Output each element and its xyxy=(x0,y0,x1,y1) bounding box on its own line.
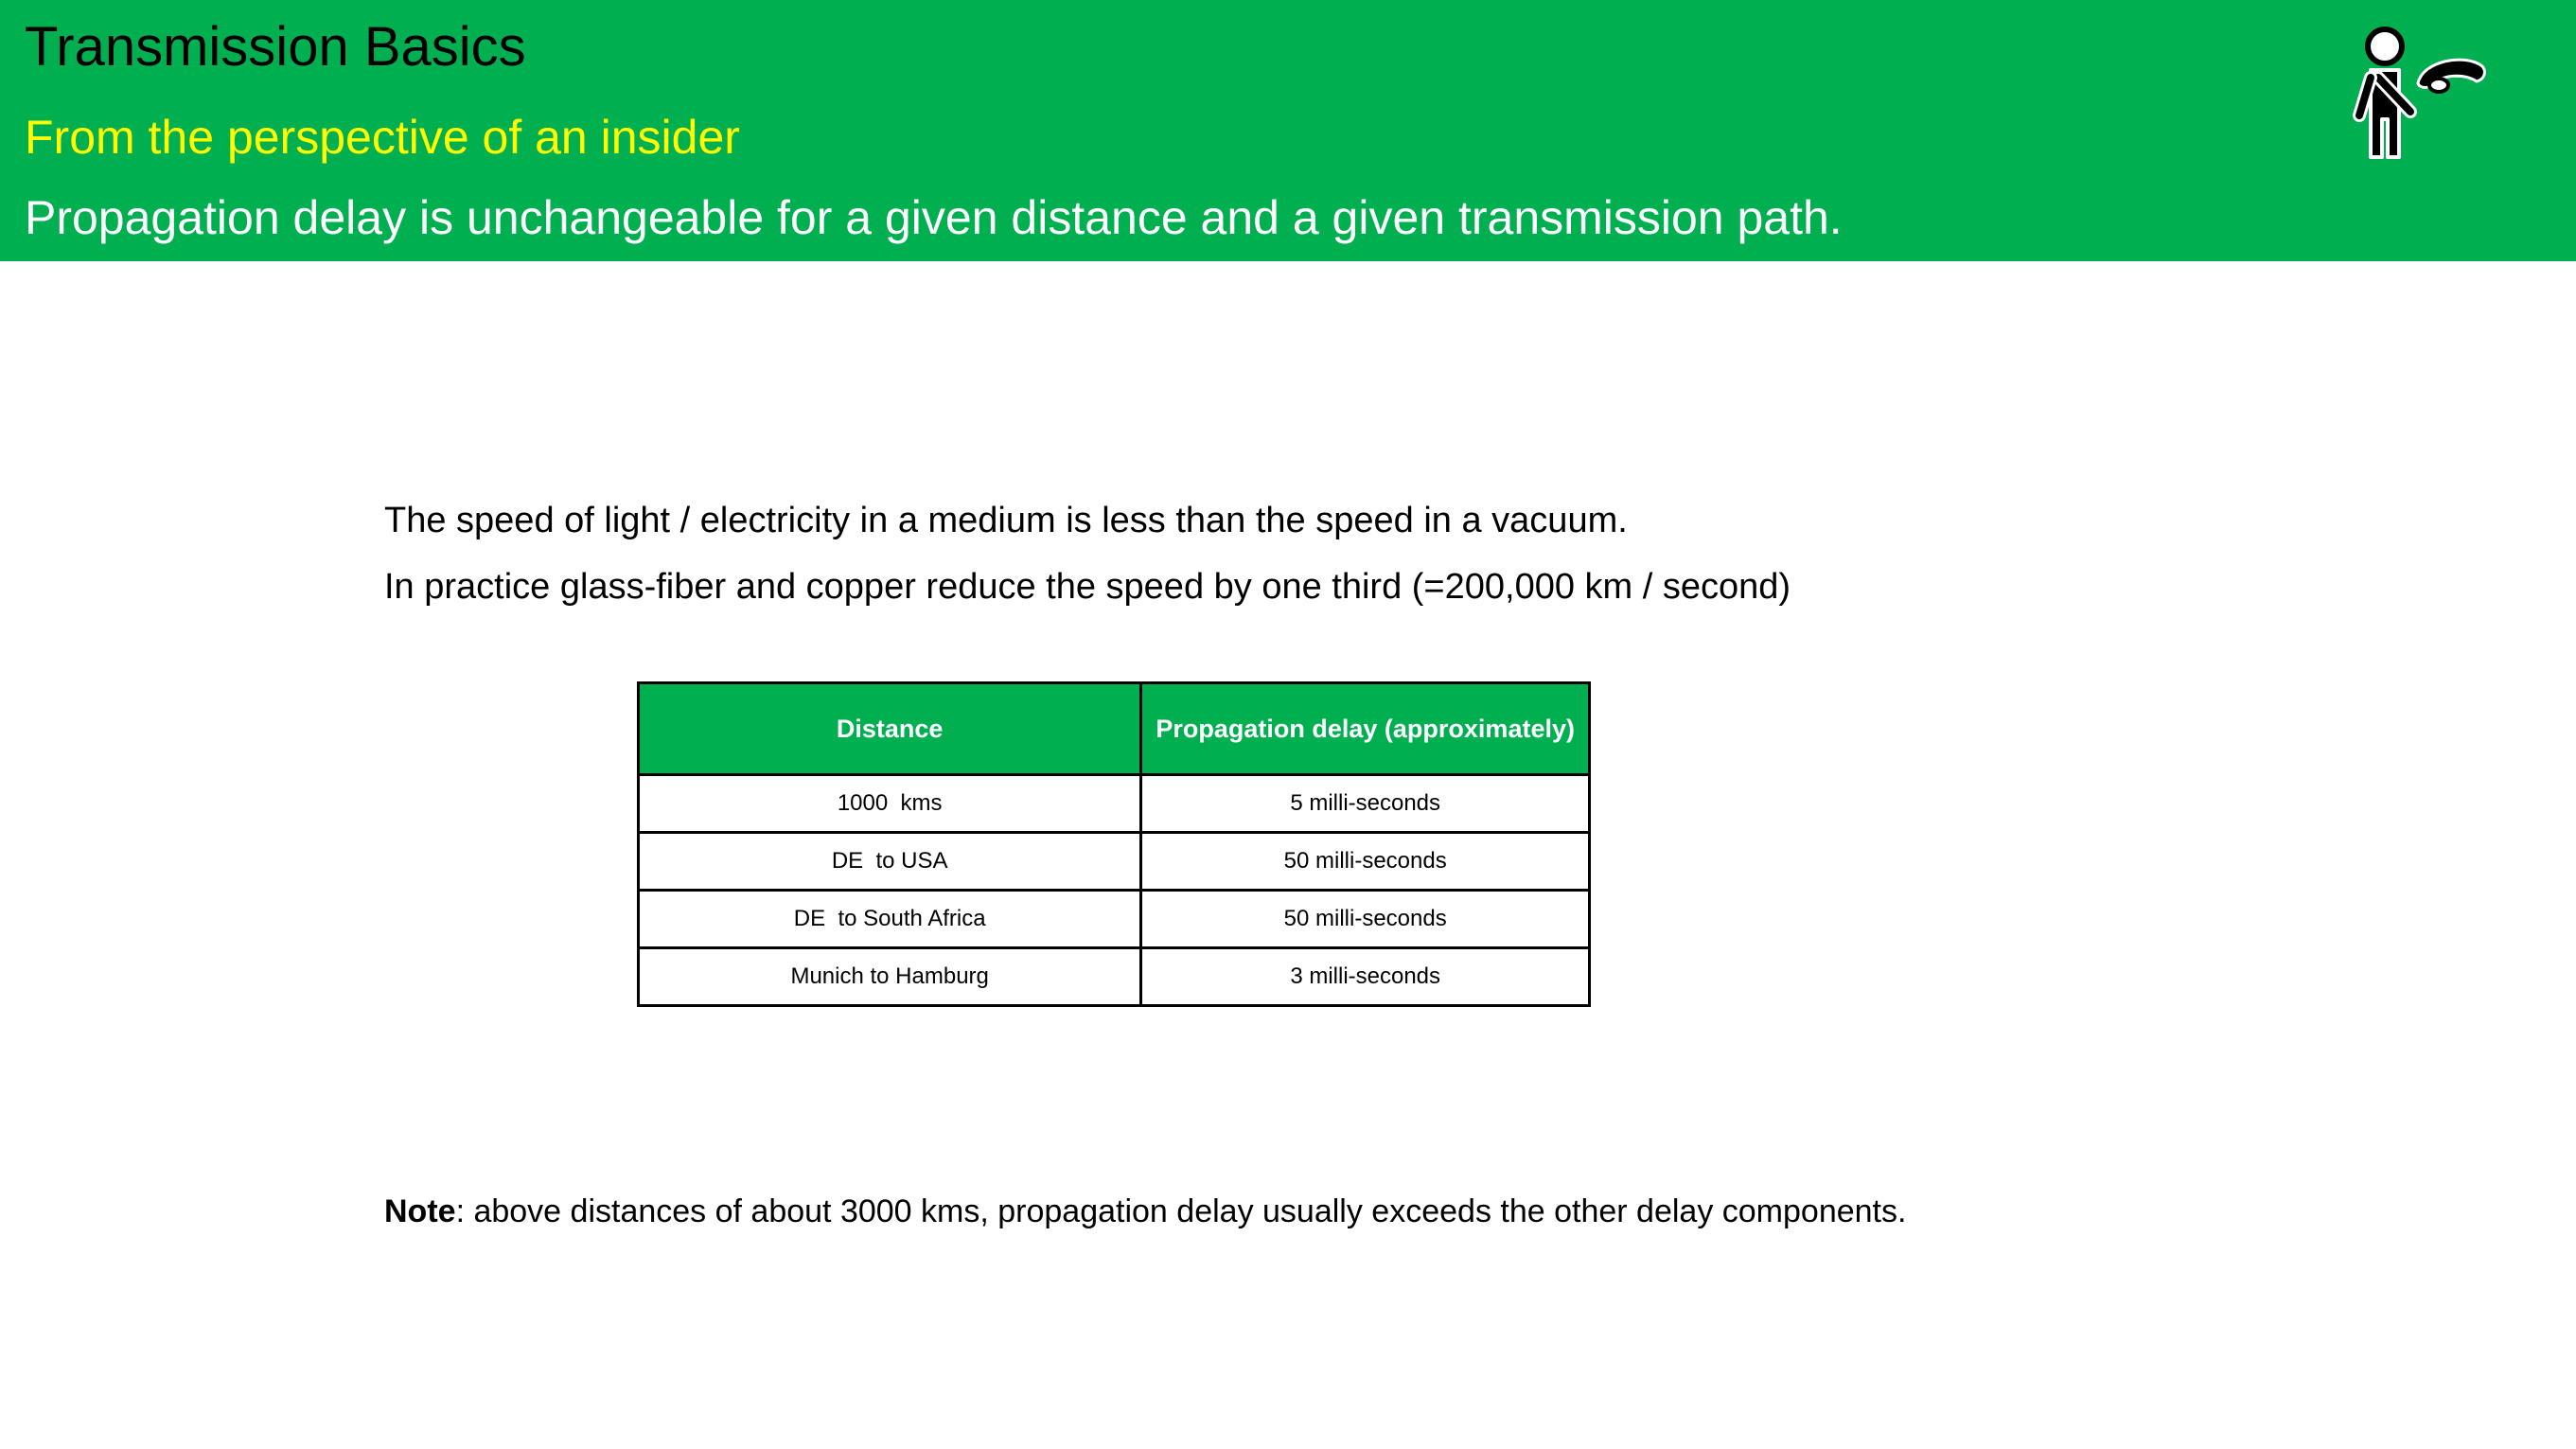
distance-cell: DE to USA xyxy=(639,833,1141,891)
note-body: : above distances of about 3000 kms, propagation delay usually exceeds the other delay components. xyxy=(455,1193,1907,1229)
distance-cell: Munich to Hamburg xyxy=(639,948,1141,1006)
note-label: Note xyxy=(384,1193,456,1229)
table-row xyxy=(639,833,1590,891)
table-row xyxy=(639,891,1590,948)
delay-cell: 50 milli-seconds xyxy=(1141,891,1590,948)
delay-cell: 3 milli-seconds xyxy=(1141,948,1590,1006)
propagation-delay-table xyxy=(637,681,1591,1007)
column-header-distance: Distance xyxy=(639,683,1141,775)
slide-subtitle: From the perspective of an insider xyxy=(25,111,740,164)
speed-reduction-text: In practice glass-fiber and copper reduce the speed by one third (=200,000 km / second) xyxy=(384,567,1791,607)
table-row xyxy=(639,948,1590,1006)
table-header-row xyxy=(639,683,1590,775)
delay-cell: 5 milli-seconds xyxy=(1141,775,1590,833)
distance-cell: 1000 kms xyxy=(639,775,1141,833)
slide-title: Transmission Basics xyxy=(25,16,526,78)
delay-cell: 50 milli-seconds xyxy=(1141,833,1590,891)
person-with-telephone-icon xyxy=(2333,25,2494,167)
slide-headline: Propagation delay is unchangeable for a given distance and a given transmission path. xyxy=(25,191,1843,244)
distance-cell: DE to South Africa xyxy=(639,891,1141,948)
table-row xyxy=(639,775,1590,833)
note-text xyxy=(384,1194,1906,1229)
header-banner xyxy=(0,0,2576,261)
column-header-propagation-delay: Propagation delay (approximately) xyxy=(1141,683,1590,775)
speed-of-light-text: The speed of light / electricity in a medium is less than the speed in a vacuum. xyxy=(384,501,1628,540)
